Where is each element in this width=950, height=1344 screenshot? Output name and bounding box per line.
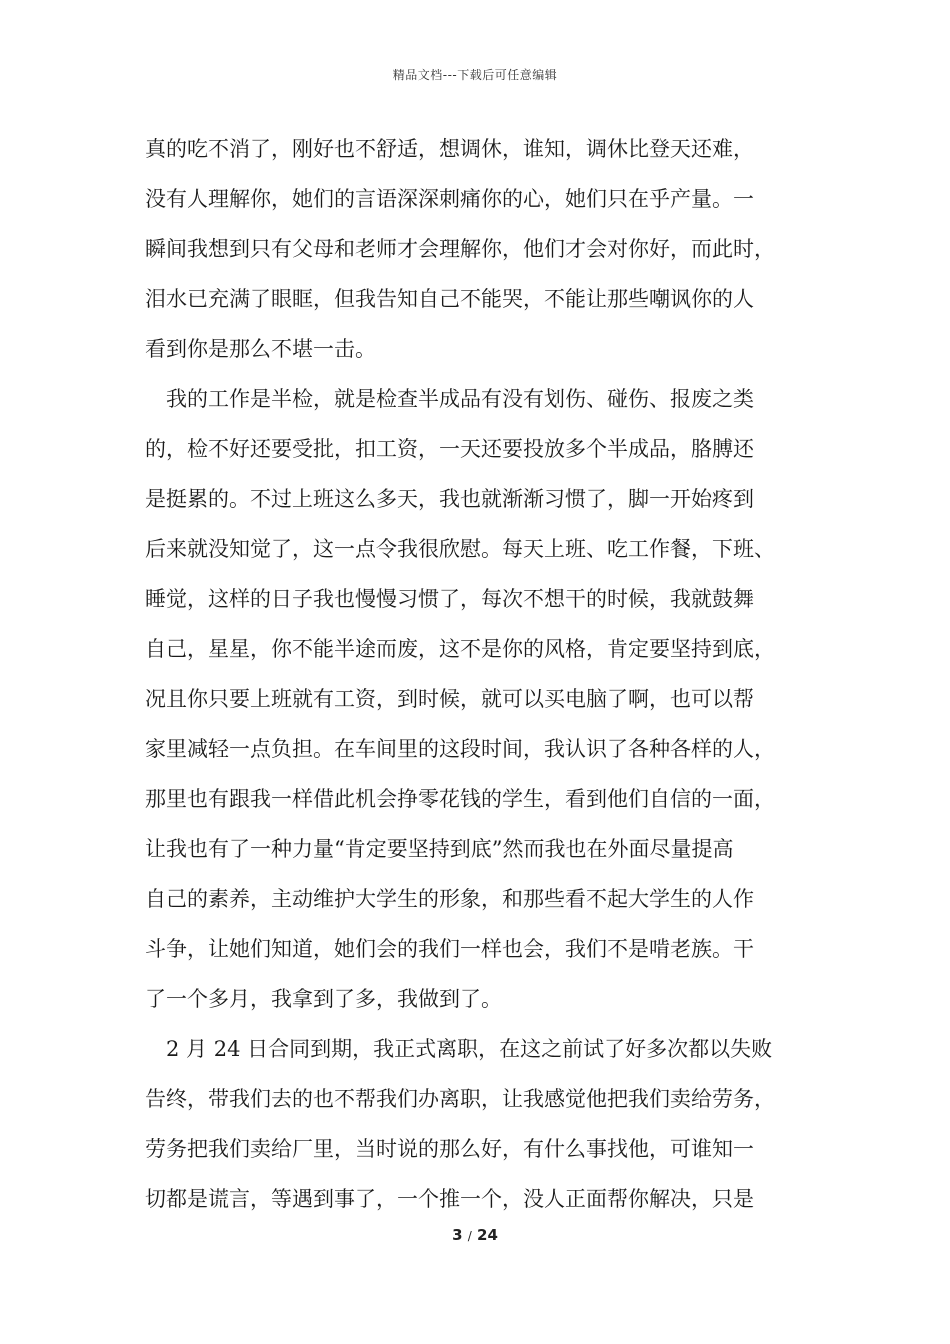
text-line: 睡觉，这样的日子我也慢慢习惯了，每次不想干的时候，我就鼓舞 [145, 587, 754, 611]
page-current: 3 [452, 1226, 463, 1244]
text-line: 切都是谎言，等遇到事了，一个推一个，没人正面帮你解决，只是 [145, 1187, 754, 1211]
text-line: 没有人理解你，她们的言语深深刺痛你的心，她们只在乎产量。一 [145, 187, 754, 211]
text-line: 那里也有跟我一样借此机会挣零花钱的学生，看到他们自信的一面， [145, 787, 775, 811]
paragraph-2 [145, 374, 820, 1024]
header-text: 精品文档---下载后可任意编辑 [392, 68, 558, 82]
document-body [145, 124, 820, 1224]
text-line: 劳务把我们卖给厂里，当时说的那么好，有什么事找他，可谁知一 [145, 1137, 754, 1161]
text-line: 泪水已充满了眼眶，但我告知自己不能哭，不能让那些嘲讽你的人 [145, 287, 754, 311]
text-line: 自己的素养，主动维护大学生的形象，和那些看不起大学生的人作 [145, 887, 754, 911]
text-line: 了一个多月，我拿到了多，我做到了。 [145, 987, 502, 1011]
paragraph-3 [145, 1024, 820, 1224]
page-number [0, 1226, 950, 1244]
page-separator: / [467, 1229, 472, 1243]
text-line: 2 月 24 日合同到期，我正式离职，在这之前试了好多次都以失败 [166, 1037, 773, 1061]
text-line: 况且你只要上班就有工资，到时候，就可以买电脑了啊，也可以帮 [145, 687, 754, 711]
text-line: 斗争，让她们知道，她们会的我们一样也会，我们不是啃老族。干 [145, 937, 754, 961]
text-line: 是挺累的。不过上班这么多天，我也就渐渐习惯了，脚一开始疼到 [145, 487, 754, 511]
text-line: 家里减轻一点负担。在车间里的这段时间，我认识了各种各样的人， [145, 737, 775, 761]
text-line: 的，检不好还要受批，扣工资，一天还要投放多个半成品，胳膊还 [145, 437, 754, 461]
text-line: 告终，带我们去的也不帮我们办离职，让我感觉他把我们卖给劳务， [145, 1087, 775, 1111]
text-line: 看到你是那么不堪一击。 [145, 337, 376, 361]
text-line: 后来就没知觉了，这一点令我很欣慰。每天上班、吃工作餐，下班、 [145, 537, 775, 561]
text-line: 让我也有了一种力量“肯定要坚持到底”然而我也在外面尽量提高 [145, 837, 734, 861]
text-line: 我的工作是半检，就是检查半成品有没有划伤、碰伤、报废之类 [166, 387, 754, 411]
page-header [0, 66, 950, 83]
text-line: 真的吃不消了，刚好也不舒适，想调休，谁知，调休比登天还难， [145, 137, 754, 161]
paragraph-1 [145, 124, 820, 374]
text-line: 自己，星星，你不能半途而废，这不是你的风格，肯定要坚持到底， [145, 637, 775, 661]
page-total: 24 [477, 1226, 498, 1244]
text-line: 瞬间我想到只有父母和老师才会理解你，他们才会对你好，而此时， [145, 237, 775, 261]
